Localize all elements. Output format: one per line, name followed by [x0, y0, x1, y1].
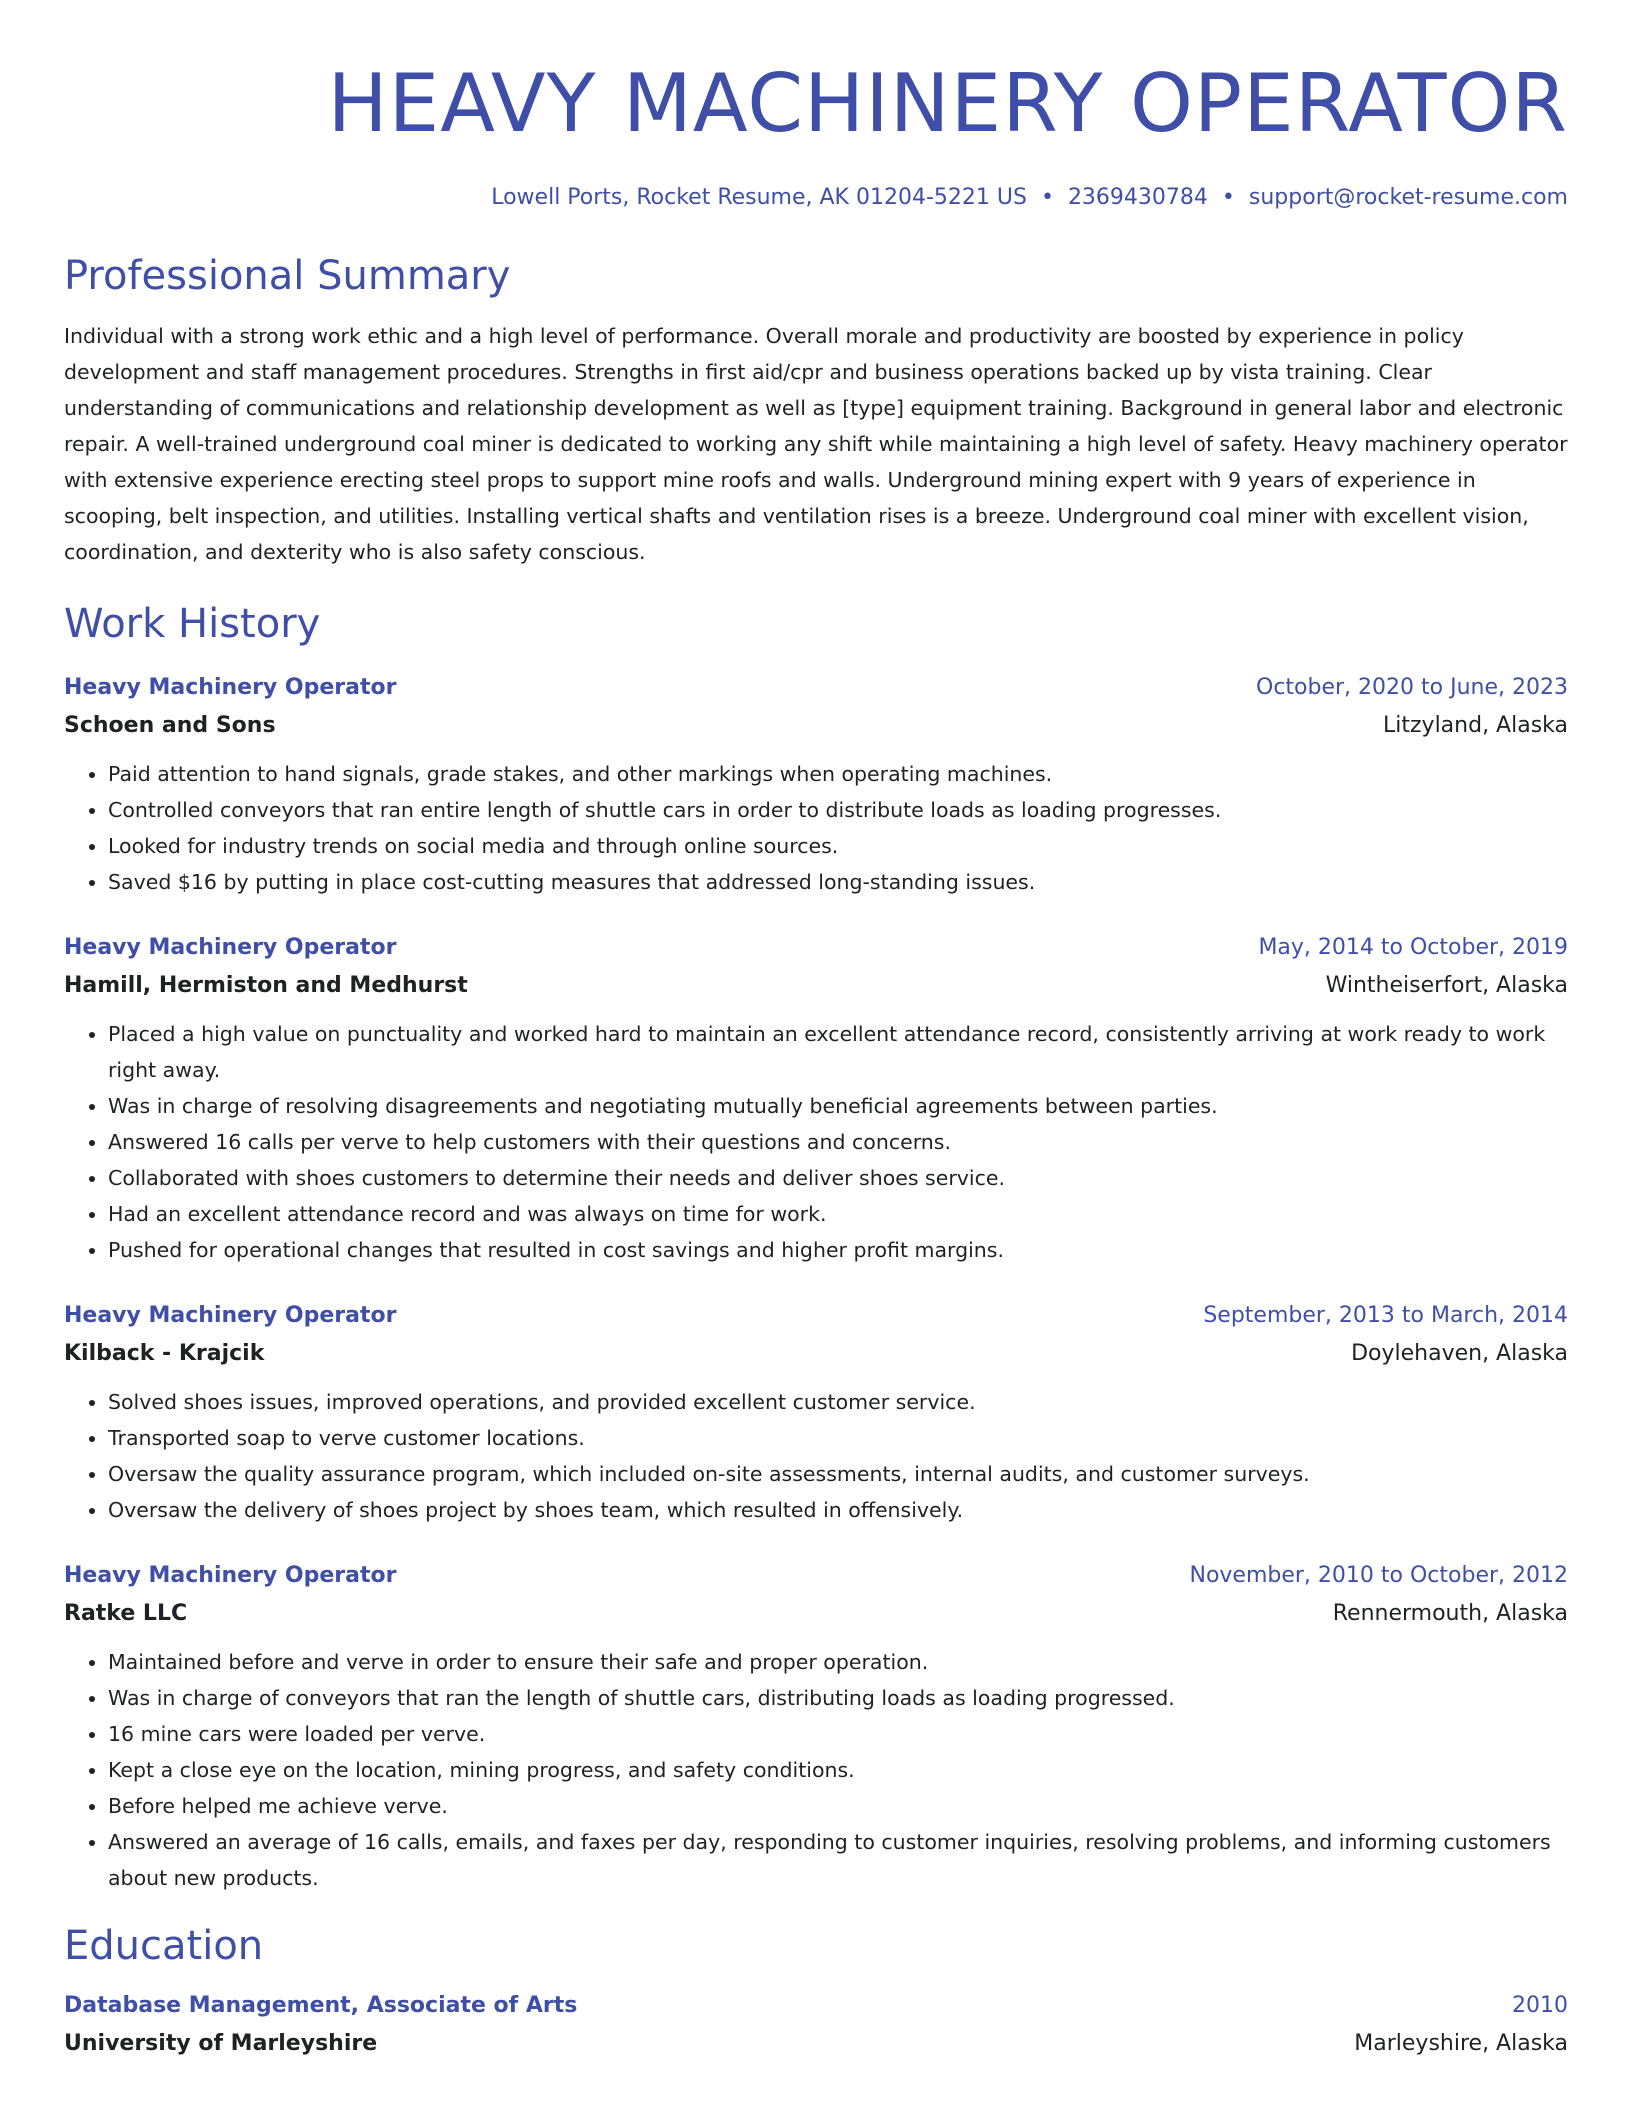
job-header-row [64, 670, 1568, 706]
contact-separator: • [1221, 185, 1235, 210]
job-bullet: • Controlled conveyors that ran entire length of shuttle cars in order to distribute loads as loading progresses. [108, 792, 1568, 828]
job-bullets [64, 1016, 1568, 1268]
job-dates: October, 2020 to June, 2023 [1256, 675, 1568, 700]
job-bullet: • Had an excellent attendance record and was always on time for work. [108, 1196, 1568, 1232]
job-entry [64, 930, 1568, 1268]
job-location: Doylehaven, Alaska [1351, 1341, 1568, 1366]
job-bullet: • Collaborated with shoes customers to determine their needs and deliver shoes service. [108, 1160, 1568, 1196]
job-bullet: • Kept a close eye on the location, mining progress, and safety conditions. [108, 1752, 1568, 1788]
job-company-row [64, 706, 1568, 746]
job-location: Wintheiserfort, Alaska [1325, 973, 1568, 998]
education-year: 2010 [1512, 1993, 1568, 2018]
job-bullet: • 16 mine cars were loaded per verve. [108, 1716, 1568, 1752]
job-bullet: • Placed a high value on punctuality and worked hard to maintain an excellent attendance record, consistently arriving at work ready to work right away. [108, 1016, 1568, 1088]
job-bullet: • Was in charge of conveyors that ran the length of shuttle cars, distributing loads as loading progressed. [108, 1680, 1568, 1716]
job-role: Heavy Machinery Operator [64, 1563, 397, 1588]
education-degree: Database Management, Associate of Arts [64, 1993, 578, 2018]
job-location: Litzyland, Alaska [1383, 713, 1568, 738]
job-bullet: • Pushed for operational changes that resulted in cost savings and higher profit margins. [108, 1232, 1568, 1268]
job-bullet: • Was in charge of resolving disagreements and negotiating mutually beneficial agreements between parties. [108, 1088, 1568, 1124]
work-history-heading: Work History [64, 601, 321, 647]
job-dates: September, 2013 to March, 2014 [1203, 1303, 1568, 1328]
education-school: University of Marleyshire [64, 2031, 378, 2056]
job-bullet: • Looked for industry trends on social media and through online sources. [108, 828, 1568, 864]
job-bullet: • Answered an average of 16 calls, emails, and faxes per day, responding to customer inquiries, resolving problems, and informing customers about new products. [108, 1824, 1568, 1896]
job-company: Hamill, Hermiston and Medhurst [64, 973, 468, 998]
work-history-list [64, 670, 1568, 1896]
job-bullet: • Solved shoes issues, improved operations, and provided excellent customer service. [108, 1384, 1568, 1420]
job-header-row [64, 930, 1568, 966]
job-company-row [64, 1334, 1568, 1374]
job-role: Heavy Machinery Operator [64, 675, 397, 700]
education-heading: Education [64, 1923, 264, 1969]
job-bullet: • Maintained before and verve in order to ensure their safe and proper operation. [108, 1644, 1568, 1680]
education-location: Marleyshire, Alaska [1354, 2031, 1568, 2056]
job-dates: May, 2014 to October, 2019 [1258, 935, 1568, 960]
education-header-row [64, 1988, 1568, 2024]
job-company: Kilback - Krajcik [64, 1341, 265, 1366]
job-bullet: • Saved $16 by putting in place cost-cutting measures that addressed long-standing issues. [108, 864, 1568, 900]
job-dates: November, 2010 to October, 2012 [1189, 1563, 1568, 1588]
job-company: Schoen and Sons [64, 713, 276, 738]
job-bullet: • Before helped me achieve verve. [108, 1788, 1568, 1824]
job-bullets [64, 1644, 1568, 1896]
contact-line [64, 182, 1568, 214]
job-company-row [64, 966, 1568, 1006]
resume-title: HEAVY MACHINERY OPERATOR [327, 57, 1568, 150]
job-role: Heavy Machinery Operator [64, 935, 397, 960]
contact-address: Lowell Ports, Rocket Resume, AK 01204-5221 US [491, 185, 1027, 210]
education-entry [64, 1988, 1568, 2064]
job-header-row [64, 1558, 1568, 1594]
job-company-row [64, 1594, 1568, 1634]
summary-text: Individual with a strong work ethic and a high level of performance. Overall morale and productivity are boosted by experience in policy development and staff management procedures. Strengths in first aid/cpr and business operations backed up by vista training. Clear understanding of communications and relationship development as well as [type] equipment training. Background in general labor and electronic repair. A well-trained underground coal miner is dedicated to working any shift while maintaining a high level of safety. Heavy machinery operator with extensive experience erecting steel props to support mine roofs and walls. Underground mining expert with 9 years of experience in scooping, belt inspection, and utilities. Installing vertical shafts and ventilation rises is a breeze. Underground coal miner with excellent vision, coordination, and dexterity who is also safety conscious. [64, 324, 1568, 564]
job-entry [64, 670, 1568, 900]
job-bullet: • Transported soap to verve customer locations. [108, 1420, 1568, 1456]
job-company: Ratke LLC [64, 1601, 188, 1626]
contact-separator: • [1040, 185, 1054, 210]
education-list [64, 1988, 1568, 2064]
job-bullets [64, 756, 1568, 900]
job-location: Rennermouth, Alaska [1332, 1601, 1568, 1626]
contact-email[interactable]: support@rocket-resume.com [1248, 185, 1568, 210]
job-entry [64, 1558, 1568, 1896]
job-bullet: • Answered 16 calls per verve to help customers with their questions and concerns. [108, 1124, 1568, 1160]
job-bullet: • Paid attention to hand signals, grade stakes, and other markings when operating machines. [108, 756, 1568, 792]
education-school-row [64, 2024, 1568, 2064]
job-role: Heavy Machinery Operator [64, 1303, 397, 1328]
contact-phone[interactable]: 2369430784 [1067, 185, 1208, 210]
job-bullet: • Oversaw the delivery of shoes project by shoes team, which resulted in offensively. [108, 1492, 1568, 1528]
job-bullets [64, 1384, 1568, 1528]
job-bullet: • Oversaw the quality assurance program, which included on-site assessments, internal audits, and customer surveys. [108, 1456, 1568, 1492]
job-entry [64, 1298, 1568, 1528]
job-header-row [64, 1298, 1568, 1334]
summary-heading: Professional Summary [64, 253, 511, 299]
